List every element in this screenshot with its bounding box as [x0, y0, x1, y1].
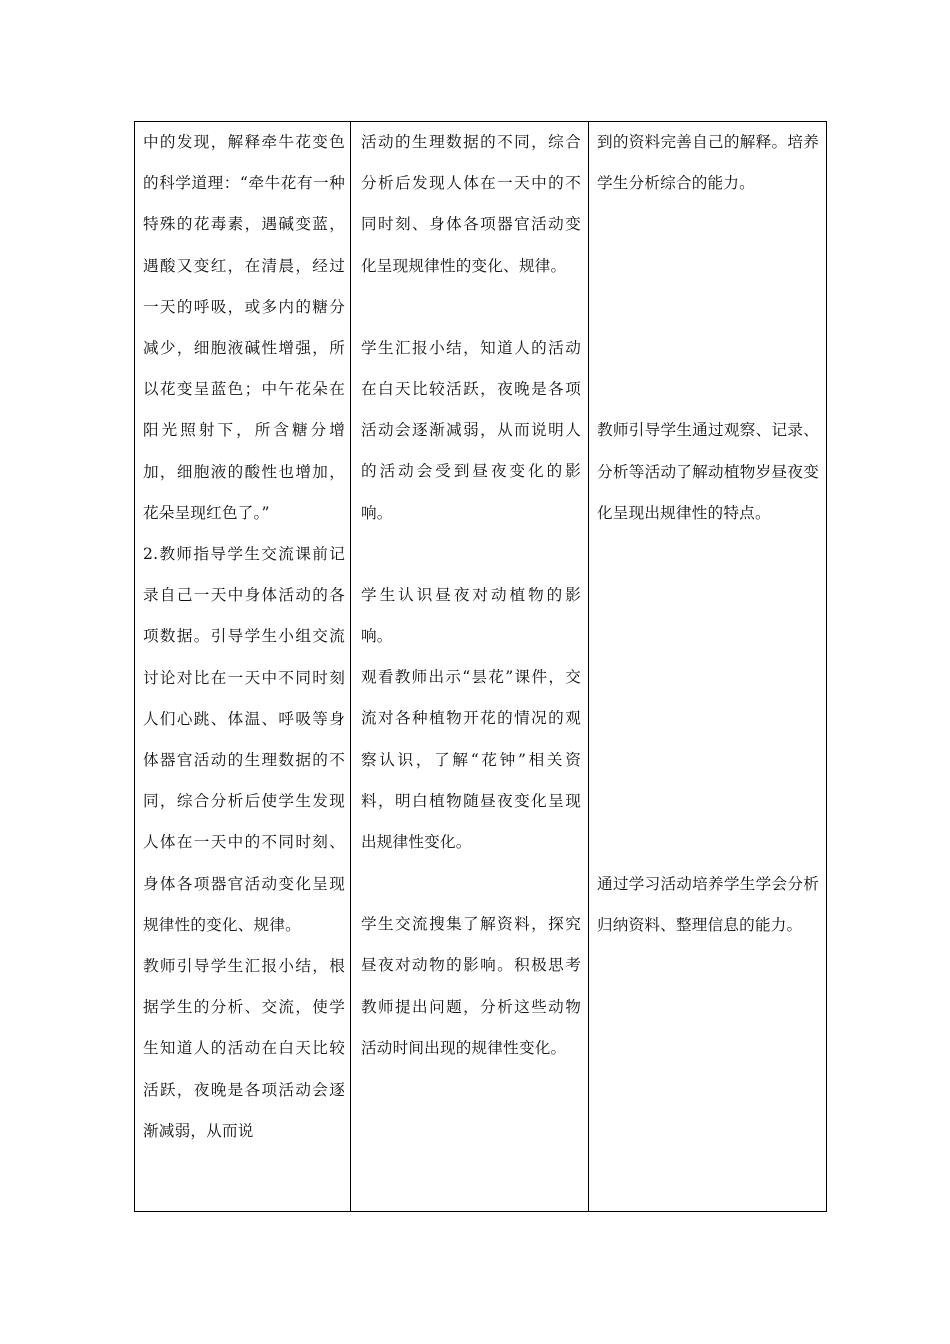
spacer [361, 534, 581, 575]
teacher-paragraph: 中的发现，解释牵牛花变色的科学道理：“牵牛花有一种特殊的花毒素，遇碱变蓝，遇酸又变红，在清晨，经过一天的呼吸，或多内的糖分减少，细胞液碱性增强，所以花变呈蓝色；中午花朵在阳光照射下，所含糖分增加，细胞液的酸性也增加，花朵呈现红色了。” [143, 133, 345, 522]
column-divider [350, 122, 351, 1211]
lesson-plan-table [134, 121, 827, 1212]
student-paragraph: 活动的生理数据的不同，综合分析后发现人体在一天中的不同时刻、身体各项器官活动变化呈现规律性的变化、规律。 [361, 133, 581, 275]
intent-paragraph: 通过学习活动培养学生学会分析归纳资料、整理信息的能力。 [597, 875, 819, 935]
spacer [597, 204, 819, 410]
student-paragraph: 观看教师出示“昙花”课件，交流对各种植物开花的情况的观察认识，了解“花钟”相关资料，明白植物随昼夜变化呈现出规律性变化。 [361, 668, 581, 852]
student-paragraph: 学生认识昼夜对动植物的影响。 [361, 585, 581, 646]
column-divider [588, 122, 589, 1211]
intent-paragraph: 到的资料完善自己的解释。培养学生分析综合的能力。 [597, 133, 819, 193]
student-activity-column [361, 122, 581, 1211]
teacher-activity-column [143, 122, 345, 1211]
spacer [361, 863, 581, 904]
student-paragraph: 学生汇报小结，知道人的活动在白天比较活跃，夜晚是各项活动会逐渐减弱，从而说明人的活动会受到昼夜变化的影响。 [361, 338, 581, 522]
intent-paragraph: 教师引导学生通过观察、记录、分析等活动了解动植物岁昼夜变化呈现出规律性的特点。 [597, 421, 819, 522]
teacher-paragraph: 教师引导学生汇报小结，根据学生的分析、交流，使学生知道人的活动在白天比较活跃，夜晚是各项活动会逐渐减弱，从而说 [143, 957, 345, 1140]
student-paragraph: 学生交流搜集了解资料，探究昼夜对动物的影响。积极思考教师提出问题，分析这些动物活动时间出现的规律性变化。 [361, 915, 581, 1057]
spacer [361, 287, 581, 328]
spacer [597, 534, 819, 864]
teacher-paragraph: 2.教师指导学生交流课前记录自己一天中身体活动的各项数据。引导学生小组交流讨论对比在一天中不同时刻人们心跳、体温、呼吸等身体器官活动的生理数据的不同，综合分析后使学生发现人体在一天中的不同时刻、身体各项器官活动变化呈现规律性的变化、规律。 [143, 545, 345, 934]
design-intent-column [597, 122, 819, 1211]
